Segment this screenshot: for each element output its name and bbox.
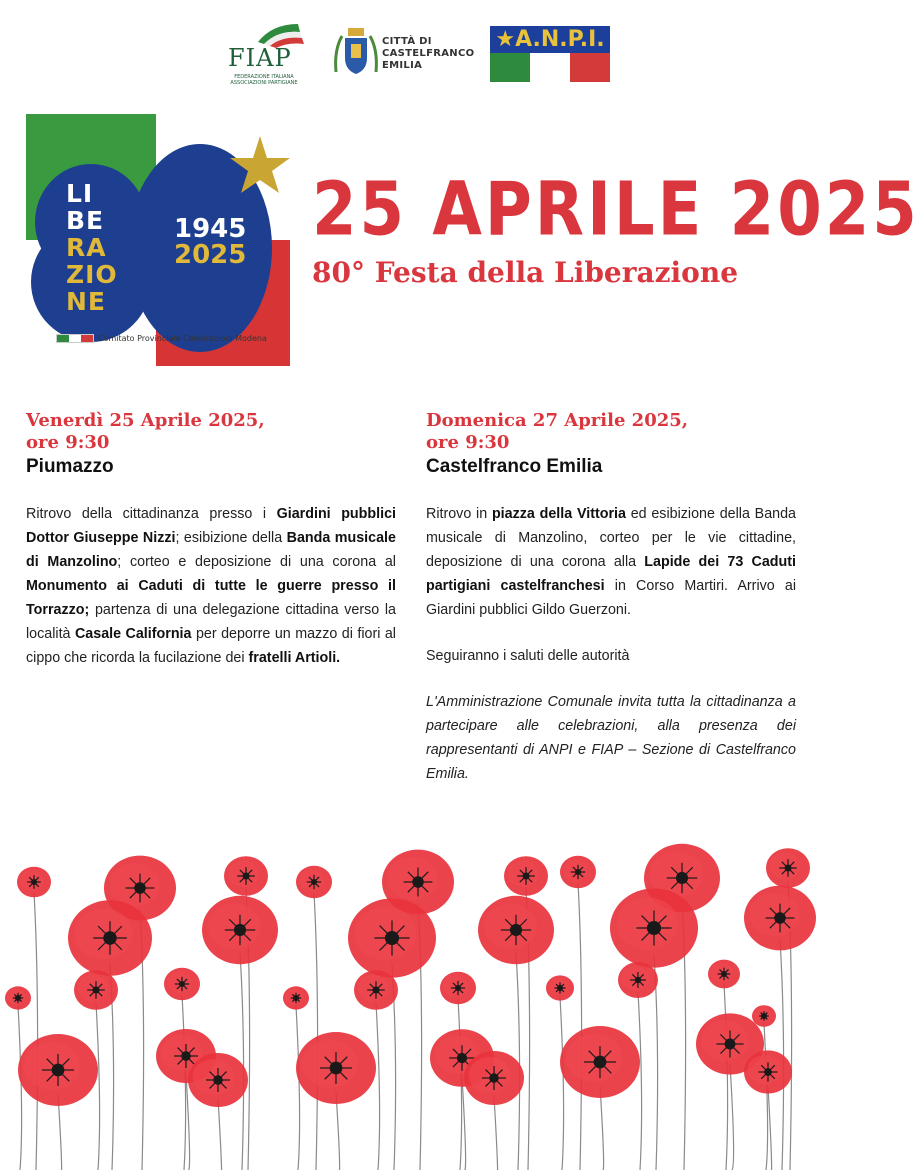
poppy-stem: [768, 1086, 772, 1170]
poppy-stem: [638, 992, 642, 1170]
poppy-icon: [5, 986, 31, 1009]
fiap-logo: [224, 22, 304, 84]
poppy-stem: [34, 892, 38, 1170]
poppy-icon: [18, 1034, 98, 1106]
poppy-stem: [240, 953, 244, 1170]
poppy-icon: [283, 986, 309, 1009]
star-icon: ★: [495, 27, 516, 52]
fiap-subtitle: FEDERAZIONE ITALIANA ASSOCIAZIONI PARTIGIANE: [230, 74, 298, 86]
liberazione-word: LI BE RA ZIO NE: [66, 179, 118, 316]
poppy-stem: [186, 1074, 190, 1170]
poppy-stem: [600, 1086, 604, 1170]
poppy-icon: [68, 900, 152, 976]
poppy-icon: [440, 972, 476, 1004]
committee-label: Comitato Provinciale Celebrazioni Modena: [56, 334, 267, 343]
poppy-icon: [74, 970, 118, 1010]
poppy-stem: [18, 1006, 22, 1170]
poppy-icon: [164, 968, 200, 1000]
page-title: 25 APRILE 2025: [312, 168, 920, 254]
invitation-note: L'Amministrazione Comunale invita tutta la cittadinanza a partecipare alle celebrazioni, alla presenza dei rappresentanti di ANPI e FIAP – Sezione di Castelfranco Emilia.: [426, 694, 796, 782]
poppy-icon: [766, 848, 810, 888]
poppy-stem: [376, 1003, 380, 1170]
poppies-illustration: [0, 830, 820, 1170]
authorities-note: Seguiranno i saluti delle autorità: [426, 648, 630, 664]
poppy-icon: [560, 1026, 640, 1098]
city-logo: [332, 26, 482, 84]
poppy-icon: [464, 1051, 524, 1105]
event-date: Venerdì 25 Aprile 2025, ore 9:30: [26, 410, 265, 453]
poppy-stem: [462, 1077, 466, 1170]
flag-icon: [490, 53, 610, 82]
poppy-icon: [618, 962, 658, 998]
poppy-icon: [188, 1053, 248, 1107]
poppy-stem: [314, 893, 318, 1170]
poppy-icon: [744, 886, 816, 951]
poppy-stem: [96, 1003, 100, 1170]
poppy-icon: [752, 1005, 776, 1027]
page-subtitle: 80° Festa della Liberazione: [312, 256, 739, 289]
poppy-icon: [708, 960, 740, 989]
poppy-icon: [202, 896, 278, 964]
event-piumazzo: [26, 410, 396, 692]
poppy-icon: [610, 888, 698, 967]
poppy-icon: [744, 1050, 792, 1093]
poppy-icon: [478, 896, 554, 964]
poppy-icon: [17, 867, 51, 898]
poppy-stem: [730, 1064, 734, 1170]
anpi-name: ★A.N.P.I.: [490, 26, 610, 53]
event-date: Domenica 27 Aprile 2025, ore 9:30: [426, 410, 689, 453]
poppy-icon: [348, 898, 436, 977]
poppy-stem: [296, 1006, 300, 1170]
poppy-icon: [560, 856, 596, 888]
poppy-stem: [560, 996, 564, 1170]
poppy-icon: [296, 1032, 376, 1104]
poppy-stem: [494, 1096, 498, 1170]
event-place: Piumazzo: [26, 456, 114, 477]
liberazione-80-logo: [26, 114, 290, 366]
event-castelfranco: [426, 410, 796, 808]
poppy-icon: [224, 856, 268, 896]
poppy-stem: [218, 1098, 222, 1170]
poppy-stem: [764, 1023, 768, 1170]
poppy-stem: [578, 883, 582, 1170]
poppy-icon: [296, 866, 332, 898]
poppy-icon: [546, 975, 574, 1000]
poppy-icon: [504, 856, 548, 896]
city-name: CITTÀ DI CASTELFRANCO EMILIA: [382, 36, 475, 71]
poppy-icon: [354, 970, 398, 1010]
fiap-name: FIAP: [228, 44, 292, 72]
years: 1945 2025: [174, 214, 247, 270]
event-place: Castelfranco Emilia: [426, 456, 603, 477]
anpi-logo: [490, 26, 610, 82]
flag-icon: [56, 334, 94, 343]
poppy-stem: [724, 984, 728, 1170]
event-description: Ritrovo in piazza della Vittoria ed esibizione della Banda musicale di Manzolino, corteo per le vie cittadine, deposizione di una corona alla Lapide dei 73 Caduti partigiani castelfranchesi in Corso Martiri. Arrivo ai Giardini pubblici Gildo Guerzoni. Seguiranno i saluti delle autorità L'Amministrazione Comunale invita tutta la cittadinanza a partecipare alle celebrazioni, alla presenza dei rappresentanti di ANPI e FIAP – Sezione di Castelfranco Emilia.: [426, 502, 796, 786]
event-description: Ritrovo della cittadinanza presso i Giardini pubblici Dottor Giuseppe Nizzi; esibizione della Banda musicale di Manzolino; corteo e deposizione di una corona al Monumento ai Caduti di tutte le guerre presso il Torrazzo; partenza di una delegazione cittadina verso la località Casale California per deporre un mazzo di fiori al cippo che ricorda la fucilazione dei fratelli Artioli.: [26, 506, 396, 666]
coat-of-arms-icon: [332, 26, 380, 82]
